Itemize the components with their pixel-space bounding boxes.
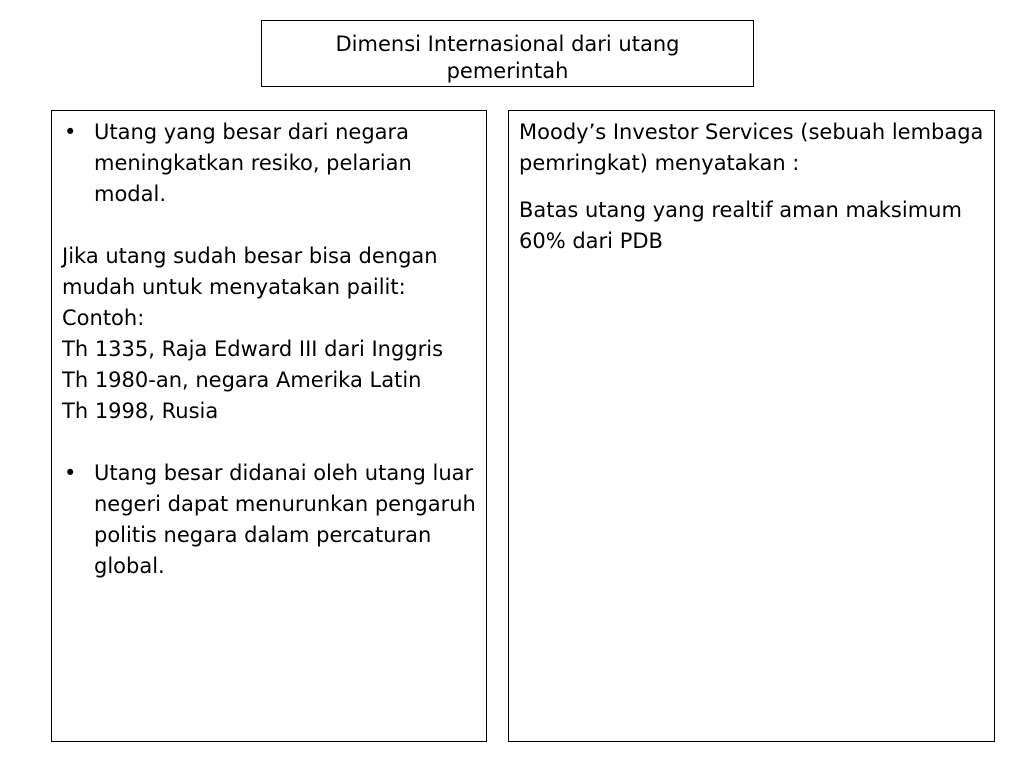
spacer <box>519 179 986 195</box>
bullet-icon: • <box>64 461 77 485</box>
paragraph-example-label: Contoh: <box>62 306 145 330</box>
paragraph-example-1980: Th 1980-an, negara Amerika Latin <box>62 368 422 392</box>
paragraph-debt-limit: Batas utang yang realtif aman maksimum 60% dari PDB <box>519 198 962 253</box>
bullet-text-2: Utang besar didanai oleh utang luar negeri dapat menurunkan pengaruh politis negara dalam percaturan global. <box>94 461 476 578</box>
bullet-item-2 <box>62 458 478 582</box>
paragraph-bankruptcy: Jika utang sudah besar bisa dengan mudah untuk menyatakan pailit: <box>62 244 438 299</box>
paragraph-example-1998: Th 1998, Rusia <box>62 399 219 423</box>
left-content-panel <box>51 110 487 742</box>
slide-title-line-1: Dimensi Internasional dari utang <box>335 32 680 56</box>
slide-title-box <box>261 20 754 87</box>
spacer <box>62 427 478 458</box>
bullet-item-1 <box>62 117 478 210</box>
paragraph-example-1335: Th 1335, Raja Edward III dari Inggris <box>62 337 444 361</box>
bullet-text-1: Utang yang besar dari negara meningkatkan resiko, pelarian modal. <box>94 120 412 206</box>
right-content-panel <box>508 110 995 742</box>
paragraph-moodys: Moody’s Investor Services (sebuah lembaga pemringkat) menyatakan : <box>519 120 984 175</box>
spacer <box>62 210 478 241</box>
slide-title-line-2: pemerintah <box>446 59 569 83</box>
bullet-icon: • <box>64 120 77 144</box>
